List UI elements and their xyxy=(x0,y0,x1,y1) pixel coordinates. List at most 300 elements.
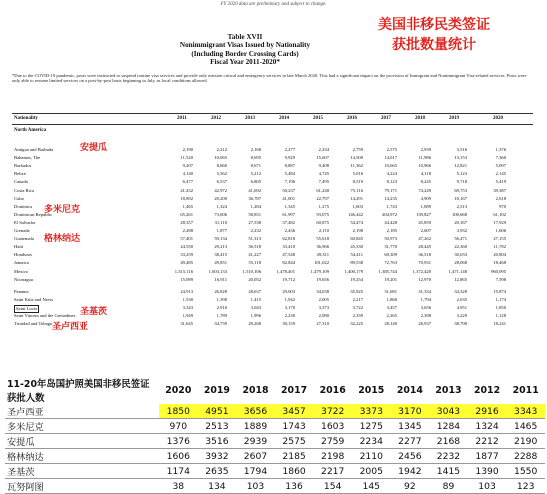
nationality-name: Barbados xyxy=(14,163,32,169)
summary-count-cell: 2190 xyxy=(506,434,545,449)
nationality-name: Belize xyxy=(14,171,26,177)
summary-island-name: 安提瓜 xyxy=(5,434,159,449)
summary-count-cell: 2288 xyxy=(506,449,545,464)
visa-count-cell: 29,213 xyxy=(214,244,227,250)
table-row xyxy=(0,289,547,296)
visa-count-cell: 2,145 xyxy=(495,171,506,177)
visa-count-cell: 56,471 xyxy=(454,236,467,242)
visa-count-cell: 11,986 xyxy=(418,155,431,161)
visa-count-cell: 1,390 xyxy=(216,296,227,302)
summary-count-cell: 38 xyxy=(159,479,198,494)
visa-count-cell: 1,603 xyxy=(352,203,363,209)
visa-count-cell: 14,291 xyxy=(350,195,363,201)
visa-count-cell: 27,310 xyxy=(316,321,329,327)
summary-count-cell: 3043 xyxy=(429,404,468,419)
visa-count-cell: 65,261 xyxy=(180,211,193,217)
visa-count-cell: 58,851 xyxy=(248,211,261,217)
summary-island-name: 圣卢西亚 xyxy=(5,404,159,419)
summary-count-cell: 2168 xyxy=(429,434,468,449)
visa-count-cell: 24,550 xyxy=(180,244,193,250)
summary-count-cell: 1606 xyxy=(159,449,198,464)
visa-count-cell: 1,372,420 xyxy=(412,268,431,274)
summary-count-cell: 1465 xyxy=(506,419,545,434)
visa-count-cell: 45,859 xyxy=(418,219,431,225)
summary-year: 2017 xyxy=(281,384,308,396)
year-header: 2015 xyxy=(313,116,323,121)
visa-count-cell: 2,212 xyxy=(216,147,227,152)
visa-count-cell: 19,712 xyxy=(282,276,295,282)
summary-count-cell: 103 xyxy=(468,479,507,494)
visa-count-cell: 1,174 xyxy=(495,296,506,302)
nationality-name: El Salvador xyxy=(14,219,36,225)
summary-count-cell: 145 xyxy=(352,479,391,494)
summary-count-cell: 2939 xyxy=(236,434,275,449)
visa-count-cell: 33,259 xyxy=(180,252,193,258)
summary-count-cell: 1942 xyxy=(391,464,430,479)
region-label: North America xyxy=(14,128,47,133)
table-row xyxy=(0,188,547,195)
visa-count-cell: 1,385,744 xyxy=(378,268,397,274)
summary-count-cell: 1415 xyxy=(429,464,468,479)
year-header: 2014 xyxy=(279,116,289,121)
red-title-line: 美国非移民类签证 xyxy=(378,17,490,33)
nationality-name: Dominica xyxy=(14,203,33,209)
nationality-name: Nicaragua xyxy=(14,276,33,282)
visa-count-cell: 5,123 xyxy=(456,171,467,177)
visa-count-cell: 2,607 xyxy=(420,228,431,233)
visa-count-cell: 31,334 xyxy=(418,288,431,294)
visa-count-cell: 28,357 xyxy=(180,219,193,225)
visa-count-cell: 2,168 xyxy=(250,147,261,152)
summary-header-row xyxy=(5,376,545,404)
year-header: 2016 xyxy=(347,116,357,121)
visa-count-cell: 47,262 xyxy=(418,236,431,242)
summary-count-cell: 2185 xyxy=(275,449,314,464)
summary-count-cell: 1794 xyxy=(236,464,275,479)
visa-count-cell: 41,227 xyxy=(248,252,261,258)
nationality-name: Panama xyxy=(14,288,29,294)
visa-count-cell: 1,376 xyxy=(495,147,506,152)
visa-count-cell: 28,068 xyxy=(454,260,467,266)
visa-count-cell: 42,972 xyxy=(214,187,227,193)
nationality-name: Cuba xyxy=(14,195,24,201)
visa-count-cell: 45,330 xyxy=(350,244,363,250)
summary-count-cell: 134 xyxy=(198,479,237,494)
visa-count-cell: 2,575 xyxy=(386,147,397,152)
visa-count-cell: 10,065 xyxy=(214,155,227,161)
visa-count-cell: 70,931 xyxy=(418,260,431,266)
visa-count-cell: 2,939 xyxy=(420,147,431,152)
visa-count-cell: 4,118 xyxy=(420,171,431,177)
visa-count-cell: 47,548 xyxy=(282,252,295,258)
visa-count-cell: 35,925 xyxy=(350,288,363,294)
visa-count-cell: 20,200 xyxy=(214,195,227,201)
summary-count-cell: 1550 xyxy=(506,464,545,479)
year-header: 2013 xyxy=(245,116,255,121)
visa-count-cell: 57,401 xyxy=(180,236,193,242)
summary-count-cell: 1324 xyxy=(468,419,507,434)
visa-count-cell: 60,845 xyxy=(350,236,363,242)
visa-count-cell: 36,518 xyxy=(248,244,261,250)
visa-count-cell: 3,457 xyxy=(386,304,397,310)
visa-count-cell: 1,415 xyxy=(250,296,261,302)
visa-count-cell: 31,681 xyxy=(384,288,397,294)
visa-count-cell: 61,248 xyxy=(316,187,329,193)
visa-count-cell: 1,400,179 xyxy=(344,268,363,274)
title-line: Nonimmigrant Visas Issued by Nationality xyxy=(179,41,311,50)
visa-count-cell: 11,520 xyxy=(180,155,193,161)
visa-count-cell: 75,116 xyxy=(350,187,363,193)
visa-count-cell: 19,254 xyxy=(350,276,363,282)
visa-count-cell: 2,759 xyxy=(352,147,363,152)
visa-count-cell: 5,212 xyxy=(250,171,261,177)
visa-count-cell: 1,128 xyxy=(495,313,506,318)
visa-count-cell: 2,110 xyxy=(318,228,329,233)
visa-count-cell: 26,937 xyxy=(418,321,431,327)
nationality-name: Honduras xyxy=(14,252,32,258)
visa-count-cell: 1,889 xyxy=(420,203,431,209)
visa-count-cell: 8,519 xyxy=(352,179,363,185)
summary-header-title: 11-20年岛国护照美国非移民签证获批人数 xyxy=(7,379,150,404)
visa-count-cell: 15,089 xyxy=(180,276,193,282)
summary-count-cell: 3170 xyxy=(391,404,430,419)
visa-count-cell: 28,445 xyxy=(418,244,431,250)
visa-count-cell: 1,275 xyxy=(318,203,329,209)
nationality-name: Haiti xyxy=(14,244,24,250)
summary-count-cell: 2575 xyxy=(275,434,314,449)
summary-row xyxy=(5,464,545,479)
visa-count-cell: 37,482 xyxy=(282,219,295,225)
visa-count-cell: 41,001 xyxy=(282,195,295,201)
visa-count-cell: 1,530 xyxy=(182,296,193,302)
visa-count-cell: 50,237 xyxy=(282,187,295,193)
dominica-tag: 多米尼克 xyxy=(44,205,81,215)
visa-count-cell: 1,603,133 xyxy=(208,268,227,274)
visa-count-cell: 30,159 xyxy=(282,321,295,327)
red-title-line: 获批数量统计 xyxy=(392,37,476,53)
column-header-row xyxy=(12,113,533,125)
covid-footnote: *Due to the COVID-19 pandemic, posts were instructed to suspend routine visa services and provide only mission critical and emergency services in late March 2020. This had a significant impact on the provision of Immigrant and Nonimmigrant Visa-related services. Posts were only able to resume limited services on a post-by-post basis beginning in July, as local conditions allowed. xyxy=(12,73,527,84)
summary-count-cell: 2198 xyxy=(313,449,352,464)
visa-count-cell: 3,229 xyxy=(456,313,467,318)
visa-count-cell: 49,311 xyxy=(316,252,329,258)
nationality-name: Guatemala xyxy=(14,236,34,242)
red-annotation-title xyxy=(360,15,508,71)
visa-count-cell: 38,798 xyxy=(454,321,467,327)
summary-count-cell: 2456 xyxy=(391,449,430,464)
visa-count-cell: 49,485 xyxy=(180,260,193,266)
visa-count-cell: 1,606 xyxy=(495,228,506,233)
visa-count-cell: 2,265 xyxy=(386,313,397,318)
visa-count-cell: 9,408 xyxy=(318,163,329,169)
visa-count-cell: 2,198 xyxy=(352,228,363,233)
visa-count-cell: 12,970 xyxy=(418,276,431,282)
visa-count-cell: 3,722 xyxy=(352,304,363,310)
visa-count-cell: 9,929 xyxy=(284,155,295,161)
summary-count-cell: 89 xyxy=(429,479,468,494)
visa-count-cell: 26,828 xyxy=(214,288,227,294)
summary-year: 2012 xyxy=(474,384,501,396)
visa-count-cell: 82,844 xyxy=(282,260,295,266)
visa-count-cell: 1,345 xyxy=(284,203,295,209)
visa-count-cell: 12,865 xyxy=(454,276,467,282)
visa-count-cell: 3,656 xyxy=(420,304,431,310)
visa-count-cell: 1,315,116 xyxy=(174,268,193,274)
visa-count-cell: 15,607 xyxy=(316,155,329,161)
summary-island-name: 多米尼克 xyxy=(5,419,159,434)
visa-count-cell: 34,739 xyxy=(214,321,227,327)
visa-count-cell: 2,398 xyxy=(420,313,431,318)
visa-count-cell: 960,095 xyxy=(491,268,506,274)
visa-count-cell: 20,804 xyxy=(493,252,506,258)
visa-count-cell: 3,170 xyxy=(284,304,295,310)
visa-count-cell: 29,268 xyxy=(248,321,261,327)
visa-count-cell: 1,877 xyxy=(216,228,227,233)
year-header: 2019 xyxy=(449,116,459,121)
nationality-name: Canada xyxy=(14,179,28,185)
summary-year: 2016 xyxy=(319,384,346,396)
summary-count-cell: 2513 xyxy=(198,419,237,434)
summary-count-cell: 3343 xyxy=(506,404,545,419)
visa-count-cell: 101,022 xyxy=(314,260,329,266)
summary-year: 2019 xyxy=(203,384,230,396)
summary-row xyxy=(5,449,545,464)
visa-count-cell: 55,118 xyxy=(248,260,261,266)
visa-count-cell: 4,140 xyxy=(182,171,193,177)
nationality-name: Dominican Republic xyxy=(14,211,53,217)
visa-count-cell: 4,224 xyxy=(386,171,397,177)
summary-count-cell: 3932 xyxy=(198,449,237,464)
visa-count-cell: 7,598 xyxy=(495,276,506,282)
visa-count-cell: 3,043 xyxy=(250,304,261,310)
visa-count-cell: 61,997 xyxy=(282,211,295,217)
year-header: 2020 xyxy=(493,116,503,121)
visa-count-cell: 24,913 xyxy=(180,288,193,294)
visa-count-cell: 10,665 xyxy=(384,163,397,169)
summary-count-cell: 970 xyxy=(159,419,198,434)
visa-count-cell: 19,201 xyxy=(384,276,397,282)
summary-count-cell: 1390 xyxy=(468,464,507,479)
visa-count-cell: 2,618 xyxy=(495,195,506,201)
visa-count-cell: 6,477 xyxy=(182,179,193,185)
visa-count-cell: 18,892 xyxy=(180,195,193,201)
summary-count-cell: 1860 xyxy=(275,464,314,479)
visa-count-cell: 2,217 xyxy=(352,296,363,302)
visa-count-cell: 60,875 xyxy=(316,219,329,225)
visa-count-cell: 59,134 xyxy=(214,236,227,242)
summary-count-cell: 2916 xyxy=(468,404,507,419)
visa-count-cell: 2,339 xyxy=(352,313,363,318)
summary-count-cell: 1603 xyxy=(313,419,352,434)
visa-count-cell: 7,196 xyxy=(284,179,295,185)
visa-count-cell: 22,797 xyxy=(316,195,329,201)
visa-count-cell: 11,782 xyxy=(493,244,506,250)
summary-count-cell: 136 xyxy=(275,479,314,494)
visa-count-cell: 3,373 xyxy=(318,304,329,310)
visa-count-cell: 31,770 xyxy=(384,244,397,250)
title-line: Fiscal Year 2011-2020* xyxy=(210,58,280,67)
visa-count-cell: 2,232 xyxy=(250,228,261,233)
nationality-name: Trinidad and Tobago xyxy=(14,321,53,327)
visa-count-cell: 16,911 xyxy=(214,276,227,282)
st-lucia-tag: 圣卢西亚 xyxy=(52,322,89,332)
year-header: 2011 xyxy=(177,116,187,121)
grenada-tag: 格林纳达 xyxy=(44,234,81,244)
visa-count-cell: 19,656 xyxy=(316,276,329,282)
visa-count-cell: 39,387 xyxy=(493,187,506,193)
visa-count-cell: 2,234 xyxy=(318,147,329,152)
summary-row xyxy=(5,434,545,449)
visa-count-cell: 8,887 xyxy=(284,163,295,169)
summary-count-cell: 1376 xyxy=(159,434,198,449)
visa-count-cell: 10,966 xyxy=(418,163,431,169)
visa-count-cell: 50,973 xyxy=(384,236,397,242)
title-line: (Including Border Crossing Cards) xyxy=(191,49,299,58)
visa-count-cell: 38,415 xyxy=(214,252,227,258)
visa-count-cell: 1,942 xyxy=(284,296,295,302)
summary-count-cell: 2759 xyxy=(313,434,352,449)
nationality-name: Antigua and Barbuda xyxy=(14,147,54,152)
summary-row xyxy=(5,479,545,494)
visa-count-cell: 1,465 xyxy=(182,203,193,209)
table-row xyxy=(0,171,547,178)
summary-count-cell: 3656 xyxy=(236,404,275,419)
summary-count-cell: 2277 xyxy=(391,434,430,449)
visa-count-cell: 33,410 xyxy=(282,244,295,250)
nationality-name: Grenada xyxy=(14,228,30,233)
summary-count-cell: 154 xyxy=(313,479,352,494)
year-header: 2017 xyxy=(381,116,391,121)
summary-count-cell: 2635 xyxy=(198,464,237,479)
summary-count-cell: 2217 xyxy=(313,464,352,479)
visa-count-cell: 36,787 xyxy=(248,195,261,201)
visa-count-cell: 49,851 xyxy=(214,260,227,266)
visa-count-cell: 22,360 xyxy=(454,244,467,250)
visa-count-cell: 2,277 xyxy=(284,147,295,152)
table-row xyxy=(0,220,547,227)
visa-count-cell: 139,827 xyxy=(416,211,431,217)
visa-count-cell: 5,016 xyxy=(352,171,363,177)
visa-count-cell: 27,155 xyxy=(493,236,506,242)
visa-count-cell: 73,006 xyxy=(214,211,227,217)
visa-count-cell: 2,635 xyxy=(456,296,467,302)
nationality-name: Saint Kitts and Nevis xyxy=(14,296,54,302)
visa-count-cell: 60,309 xyxy=(384,252,397,258)
visa-count-cell: 28,140 xyxy=(384,321,397,327)
summary-count-cell: 1345 xyxy=(391,419,430,434)
visa-count-cell: 10,167 xyxy=(454,195,467,201)
visa-count-cell: 41,432 xyxy=(180,187,193,193)
visa-count-cell: 8,245 xyxy=(420,179,431,185)
visa-count-cell: 1,471,148 xyxy=(448,268,467,274)
visa-count-cell: 8,695 xyxy=(250,155,261,161)
visa-count-cell: 3,343 xyxy=(182,304,193,310)
visa-count-cell: 8,671 xyxy=(250,163,261,169)
visa-count-cell: 18,468 xyxy=(493,260,506,266)
visa-count-cell: 2,916 xyxy=(216,304,227,310)
visa-count-cell: 9,718 xyxy=(456,179,467,185)
summary-count-cell: 2232 xyxy=(429,449,468,464)
visa-count-cell: 2,080 xyxy=(318,313,329,318)
visa-count-cell: 3,516 xyxy=(456,147,467,152)
summary-count-cell: 3373 xyxy=(352,404,391,419)
summary-island-name: 圣基茨 xyxy=(5,464,159,479)
table-row xyxy=(0,179,547,186)
nationality-name: Costa Rica xyxy=(14,187,35,193)
visa-count-cell: 54,474 xyxy=(350,219,363,225)
visa-count-cell: 1,949 xyxy=(182,313,193,318)
visa-count-cell: 74,249 xyxy=(418,187,431,193)
visa-count-cell: 79,171 xyxy=(384,187,397,193)
visa-count-cell: 2,436 xyxy=(284,228,295,233)
visa-count-cell: 2,190 xyxy=(182,147,193,152)
title-line: Table XVII xyxy=(227,33,263,41)
summary-year: 2011 xyxy=(512,384,539,396)
summary-count-cell: 1743 xyxy=(275,419,314,434)
visa-count-cell: 54,411 xyxy=(350,252,363,258)
visa-count-cell: 44,428 xyxy=(384,219,397,225)
visa-count-cell: 72,763 xyxy=(384,260,397,266)
visa-count-cell: 34,038 xyxy=(316,288,329,294)
visa-count-cell: 5,419 xyxy=(495,179,506,185)
table-row xyxy=(0,269,547,276)
summary-count-cell: 123 xyxy=(506,479,545,494)
visa-count-cell: 204,972 xyxy=(382,211,397,217)
summary-count-cell: 1284 xyxy=(429,419,468,434)
visa-count-cell: 100,668 xyxy=(452,211,467,217)
year-header: 2012 xyxy=(211,116,221,121)
summary-count-cell: 2212 xyxy=(468,434,507,449)
preliminary-note: FY 2020 data are preliminary and subject to change. xyxy=(220,2,327,7)
visa-count-cell: 31,110 xyxy=(214,219,227,225)
visa-count-cell: 5,562 xyxy=(216,171,227,177)
summary-count-cell: 103 xyxy=(236,479,275,494)
summary-year: 2015 xyxy=(358,384,385,396)
summary-count-cell: 1275 xyxy=(352,419,391,434)
visa-count-cell: 12,821 xyxy=(454,163,467,169)
visa-count-cell: 89,538 xyxy=(350,260,363,266)
summary-count-cell: 2234 xyxy=(352,434,391,449)
visa-count-cell: 7,495 xyxy=(318,179,329,185)
visa-count-cell: 8,660 xyxy=(216,163,227,169)
visa-count-cell: 5,484 xyxy=(284,171,295,177)
visa-count-cell: 1,743 xyxy=(386,203,397,209)
summary-count-cell: 1174 xyxy=(159,464,198,479)
visa-count-cell: 4,951 xyxy=(456,304,467,310)
nationality-name: Bahamas, The xyxy=(14,155,41,161)
visa-count-cell: 27,538 xyxy=(248,219,261,225)
nationality-name: Jamaica xyxy=(14,260,29,266)
visa-count-cell: 8,123 xyxy=(386,179,397,185)
summary-count-cell: 1850 xyxy=(159,404,198,419)
summary-row xyxy=(5,419,545,434)
visa-count-cell: 9,207 xyxy=(182,163,193,169)
summary-count-cell: 2110 xyxy=(352,449,391,464)
summary-year: 2013 xyxy=(435,384,462,396)
visa-count-cell: 3,932 xyxy=(456,228,467,233)
summary-count-cell: 92 xyxy=(391,479,430,494)
summary-year: 2018 xyxy=(242,384,269,396)
summary-count-cell: 3457 xyxy=(275,404,314,419)
visa-count-cell: 61,102 xyxy=(493,211,506,217)
visa-count-cell: 1,850 xyxy=(495,304,506,310)
visa-count-cell: 18,241 xyxy=(493,321,506,327)
visa-count-cell: 30,033 xyxy=(454,252,467,258)
visa-count-cell: 93,075 xyxy=(316,211,329,217)
antigua-tag: 安提瓜 xyxy=(80,143,108,153)
visa-count-cell: 29,003 xyxy=(282,288,295,294)
visa-count-cell: 1,478,401 xyxy=(276,268,295,274)
